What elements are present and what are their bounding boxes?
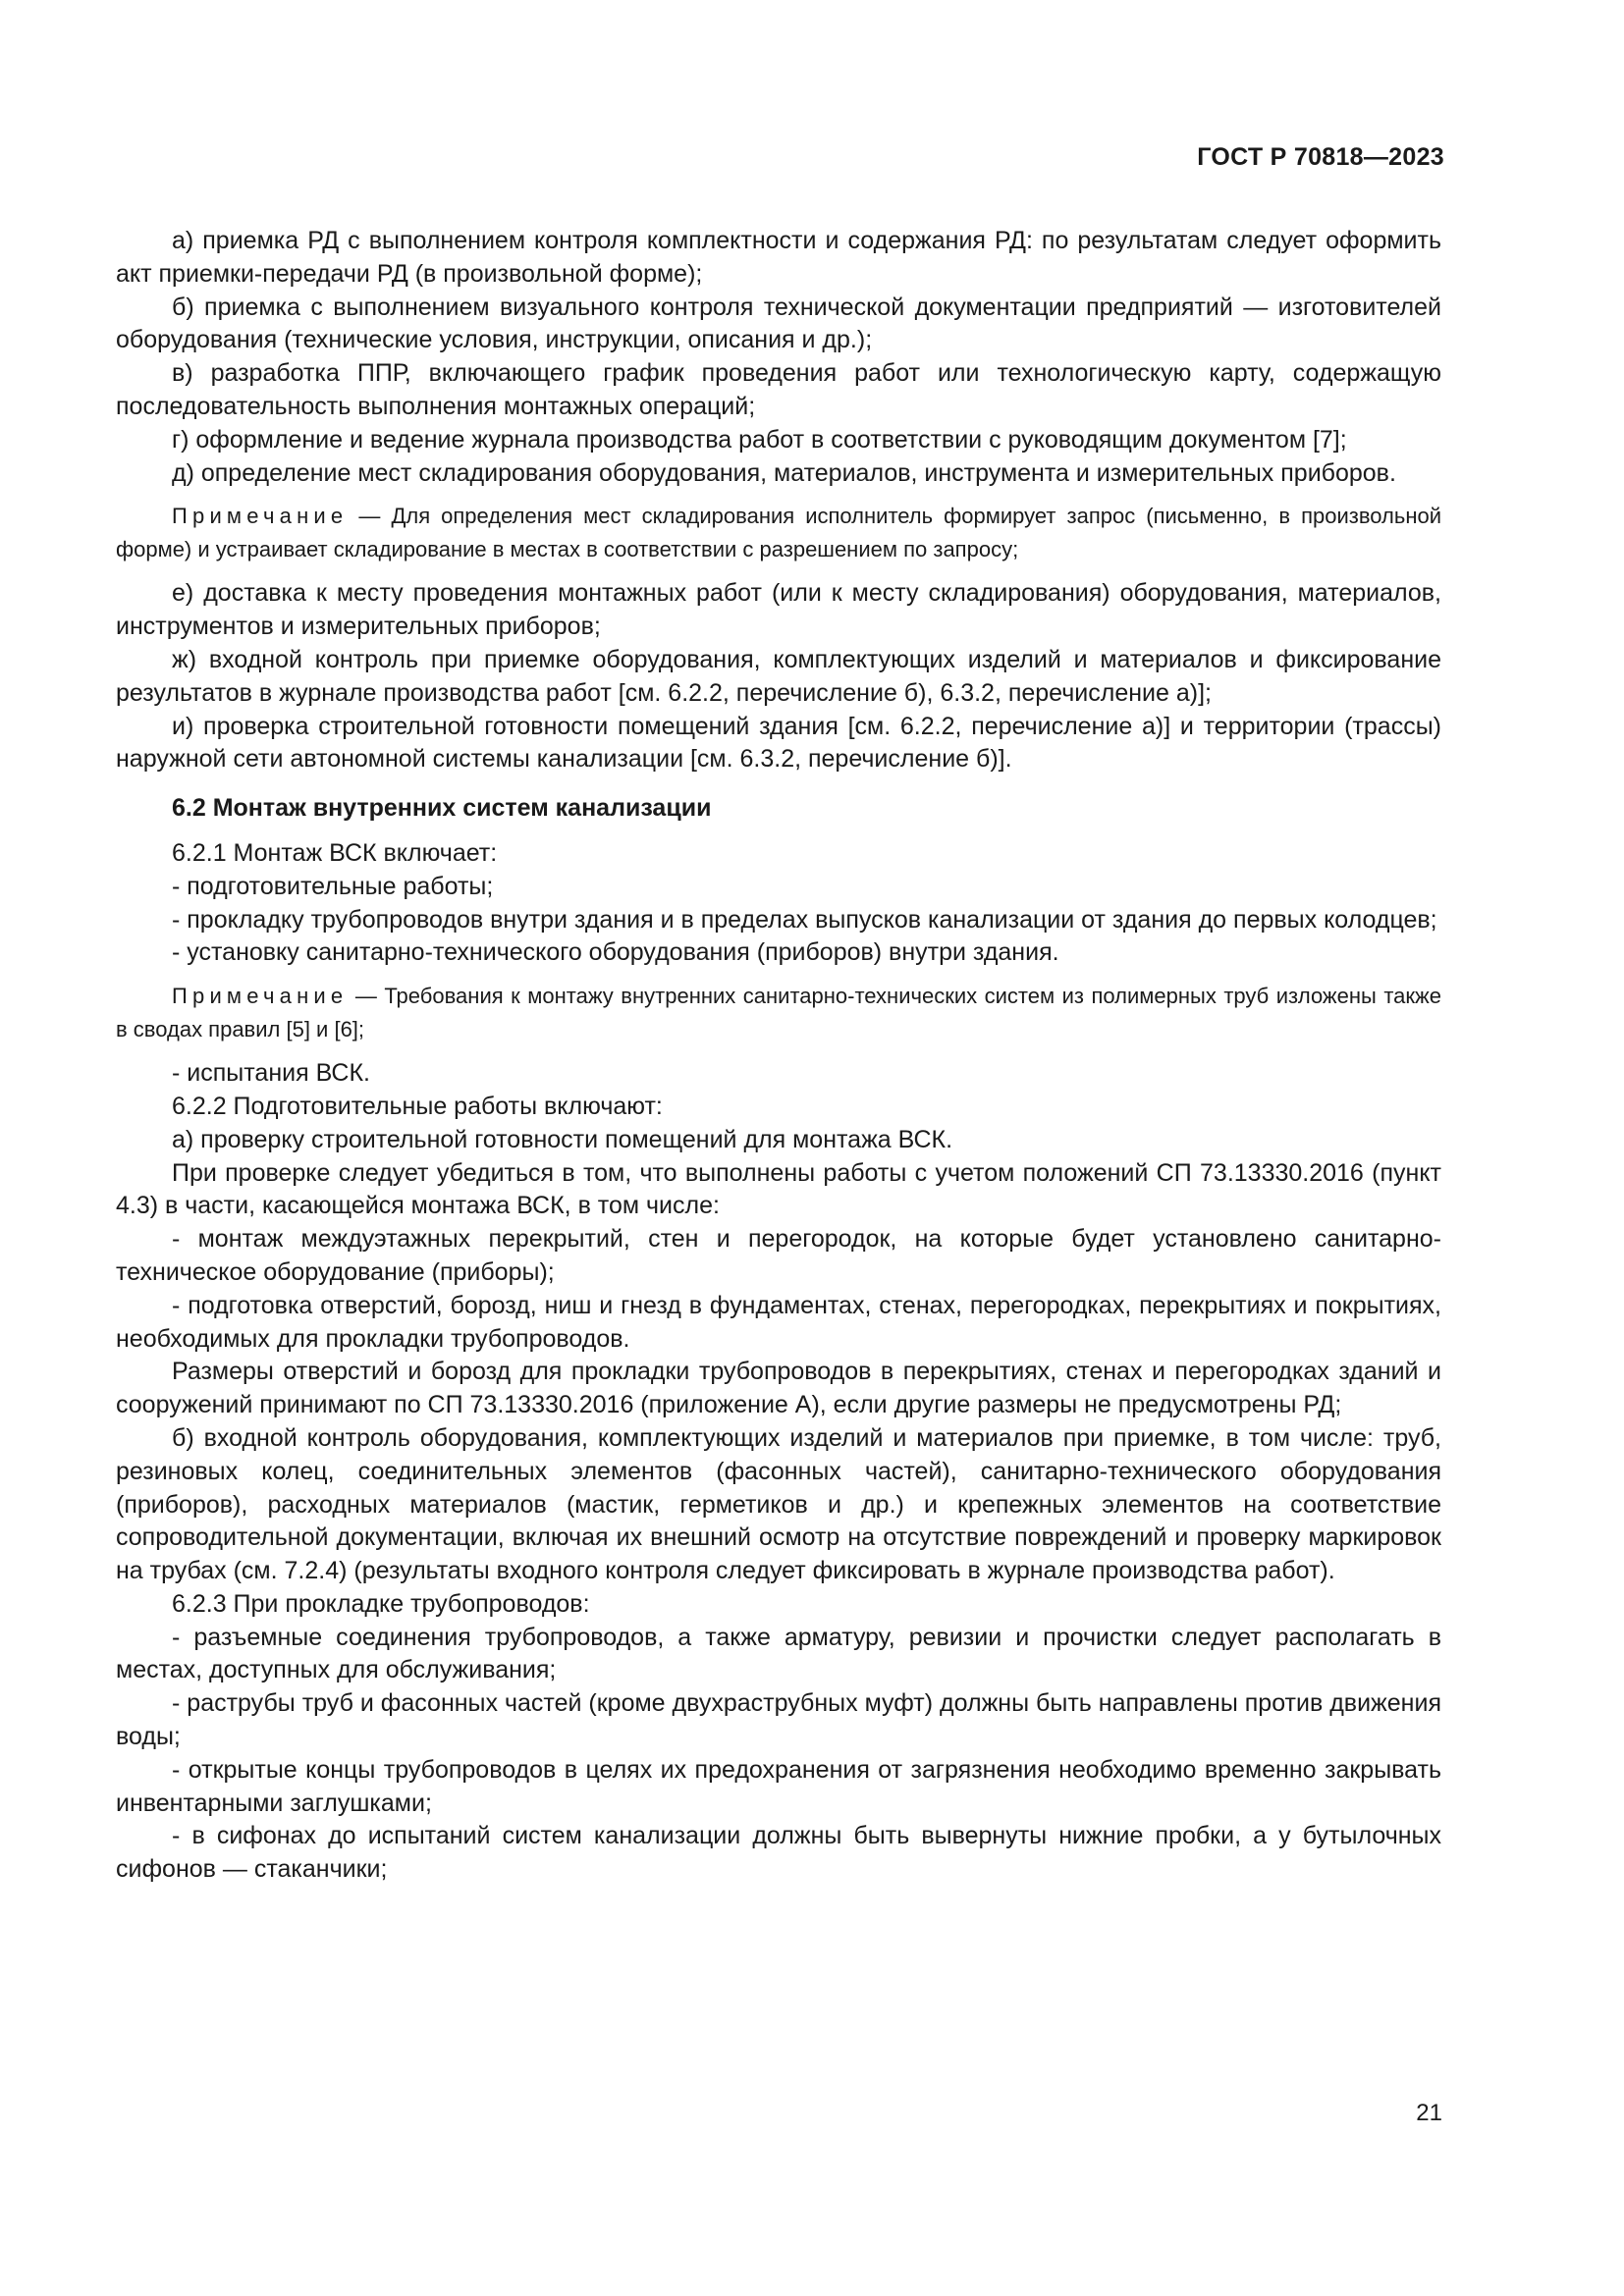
clause-6-2-1: 6.2.1 Монтаж ВСК включает: xyxy=(172,838,498,867)
list-item-a: а) приемка РД с выполнением контроля комплектности и содержания РД: по результатам следует оформить акт приемки-передачи РД (в произвольной форме); xyxy=(116,227,1441,288)
dash-item: - испытания ВСК. xyxy=(172,1059,370,1088)
list-item-b: б) входной контроль оборудования, комплектующих изделий и материалов при приемке, в том числе: труб, резиновых колец, соединительных элементов (фасонных частей), санитарно-технического оборудования (приборов), расходных материалов (мастик, герметиков и др.) и крепежных элементов на соответствие сопроводительной документации, включая их внешний осмотр на отсутствие повреждений и проверку маркировок на трубах (см. 7.2.4) (результаты входного контроля следует фиксировать в журнале производства работ). xyxy=(116,1423,1441,1585)
list-item-zh: ж) входной контроль при приемке оборудования, комплектующих изделий и материалов и фиксирование результатов в журнале производства работ [см. 6.2.2, перечисление б), 6.3.2, перечисление а)]; xyxy=(116,645,1441,707)
list-item-d: д) определение мест складирования оборудования, материалов, инструмента и измерительных приборов. xyxy=(172,458,1396,487)
dash-item: - монтаж междуэтажных перекрытий, стен и перегородок, на которые будет установлено санитарно-техническое оборудование (приборы); xyxy=(116,1225,1441,1286)
document-body xyxy=(116,225,1441,1887)
dash-item: - в сифонах до испытаний систем канализации должны быть вывернуты нижние пробки, а у бутылочных сифонов — стаканчики; xyxy=(116,1822,1441,1884)
note-label: Примечание xyxy=(172,504,349,529)
dash-item: - прокладку трубопроводов внутри здания и в пределах выпусков канализации от здания до первых колодцев; xyxy=(172,905,1437,934)
list-item-a: а) проверку строительной готовности помещений для монтажа ВСК. xyxy=(172,1125,953,1153)
list-item-e: е) доставка к месту проведения монтажных работ (или к месту складирования) оборудования, материалов, инструментов и измерительных приборов; xyxy=(116,579,1441,641)
list-item-v: в) разработка ППР, включающего график проведения работ или технологическую карту, содержащую последовательность выполнения монтажных операций; xyxy=(116,359,1441,420)
clause-6-2-3: 6.2.3 При прокладке трубопроводов: xyxy=(172,1589,590,1618)
clause-6-2-2: 6.2.2 Подготовительные работы включают: xyxy=(172,1092,663,1120)
dash-item: - открытые концы трубопроводов в целях их предохранения от загрязнения необходимо временно закрывать инвентарными заглушками; xyxy=(116,1755,1441,1817)
note-text: — Для определения мест складирования исполнитель формирует запрос (письменно, в произвольной форме) и устраивает складирование в местах в соответствии с разрешением по запросу; xyxy=(116,504,1441,561)
list-item-i: и) проверка строительной готовности помещений здания [см. 6.2.2, перечисление а)] и территории (трассы) наружной сети автономной системы канализации [см. 6.3.2, перечисление б)]. xyxy=(116,712,1441,774)
note-polymer xyxy=(116,980,1441,1045)
paragraph: Размеры отверстий и борозд для прокладки трубопроводов в перекрытиях, стенах и перегородках зданий и сооружений принимают по СП 73.13330.2016 (приложение А), если другие размеры не предусмотрены РД; xyxy=(116,1358,1441,1419)
page-number: 21 xyxy=(1416,2100,1442,2126)
note-storage xyxy=(116,500,1441,565)
list-item-g: г) оформление и ведение журнала производства работ в соответствии с руководящим документом [7]; xyxy=(172,425,1347,454)
dash-item: - раструбы труб и фасонных частей (кроме двухраструбных муфт) должны быть направлены против движения воды; xyxy=(116,1689,1441,1751)
dash-item: - подготовка отверстий, борозд, ниш и гнезд в фундаментах, стенах, перегородках, перекрытиях и покрытиях, необходимых для прокладки трубопроводов. xyxy=(116,1291,1441,1353)
section-heading-6-2: 6.2 Монтаж внутренних систем канализации xyxy=(172,794,712,823)
note-label: Примечание xyxy=(172,984,349,1009)
list-item-b: б) приемка с выполнением визуального контроля технической документации предприятий — изготовителей оборудования (технические условия, инструкции, описания и др.); xyxy=(116,293,1441,354)
paragraph: При проверке следует убедиться в том, что выполнены работы с учетом положений СП 73.13330.2016 (пункт 4.3) в части, касающейся монтажа ВСК, в том числе: xyxy=(116,1158,1441,1220)
dash-item: - подготовительные работы; xyxy=(172,872,494,900)
document-code: ГОСТ Р 70818—2023 xyxy=(1197,143,1444,171)
dash-item: - установку санитарно-технического оборудования (приборов) внутри здания. xyxy=(172,938,1059,967)
dash-item: - разъемные соединения трубопроводов, а также арматуру, ревизии и прочистки следует располагать в местах, доступных для обслуживания; xyxy=(116,1623,1441,1684)
note-text: — Требования к монтажу внутренних санитарно-технических систем из полимерных труб изложены также в сводах правил [5] и [6]; xyxy=(116,984,1441,1041)
